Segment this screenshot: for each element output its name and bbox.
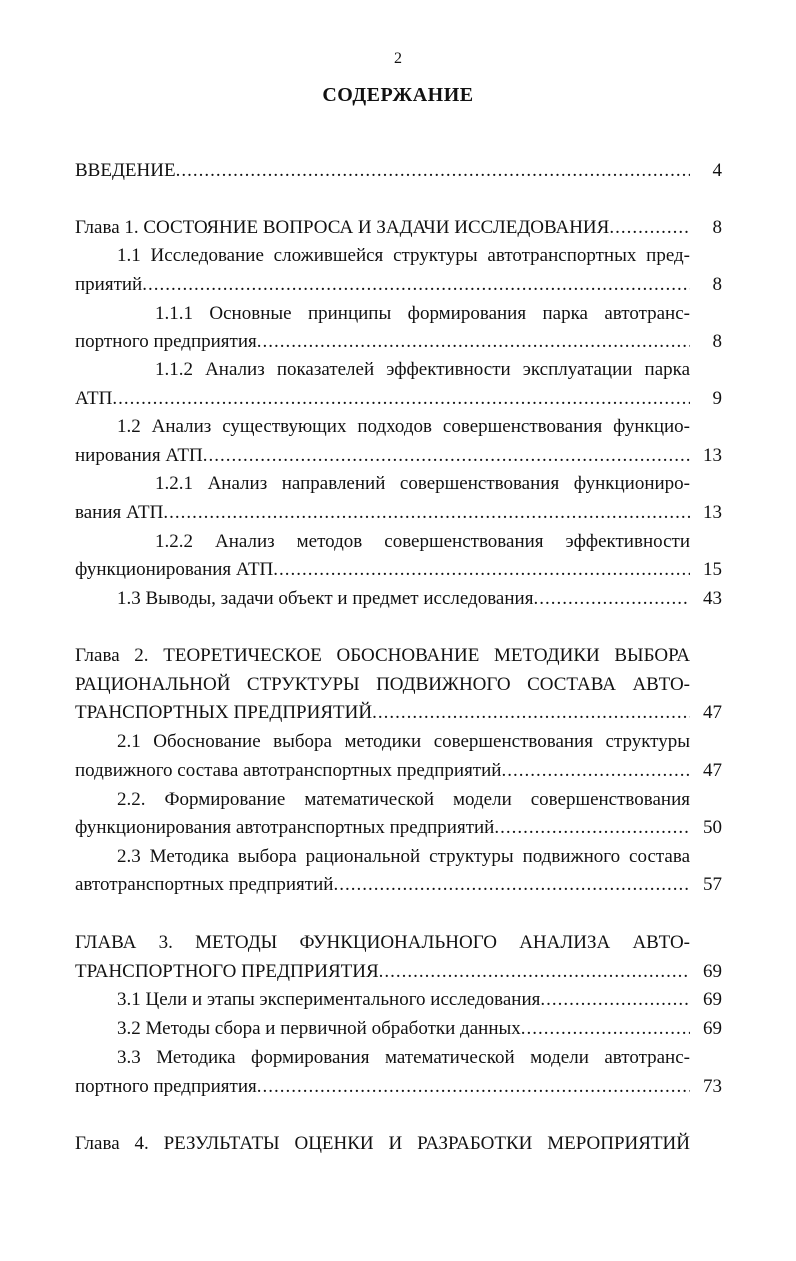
toc-page-number: 69 xyxy=(703,961,722,982)
toc-section-1-1-2-line2 xyxy=(75,386,690,412)
toc-chapter-4-line1: Глава 4. РЕЗУЛЬТАТЫ ОЦЕНКИ И РАЗРАБОТКИ МЕРОПРИЯТИЙ xyxy=(75,1133,690,1154)
toc-section-1-1-line2 xyxy=(75,272,690,298)
toc-section-2-3-line1: 2.3 Методика выбора рациональной структуры подвижного состава xyxy=(117,846,690,867)
toc-page-number: 50 xyxy=(703,817,722,838)
leader-dots xyxy=(142,272,690,298)
toc-page-number: 8 xyxy=(712,274,722,295)
leader-dots xyxy=(501,758,690,784)
toc-section-1-2-line2 xyxy=(75,443,690,469)
toc-chapter-2-line1: Глава 2. ТЕОРЕТИЧЕСКОЕ ОБОСНОВАНИЕ МЕТОДИКИ ВЫБОРА xyxy=(75,645,690,666)
toc-section-2-1-line2 xyxy=(75,758,690,784)
toc-section-3-3-line2 xyxy=(75,1074,690,1100)
leader-dots xyxy=(203,443,690,469)
leader-dots xyxy=(540,987,690,1013)
toc-chapter-3-line1: ГЛАВА 3. МЕТОДЫ ФУНКЦИОНАЛЬНОГО АНАЛИЗА АВТО- xyxy=(75,932,690,953)
leader-dots xyxy=(163,500,690,526)
toc-section-1-1-1-line1: 1.1.1 Основные принципы формирования парка автотранс- xyxy=(155,303,690,324)
toc-chapter-2-line2: РАЦИОНАЛЬНОЙ СТРУКТУРЫ ПОДВИЖНОГО СОСТАВА АВТО- xyxy=(75,674,690,695)
toc-page-number: 13 xyxy=(703,445,722,466)
toc-section-1-3 xyxy=(117,586,690,612)
toc-entry-text: Глава 1. СОСТОЯНИЕ ВОПРОСА И ЗАДАЧИ ИССЛЕДОВАНИЯ xyxy=(75,217,610,238)
toc-entry-text: вания АТП xyxy=(75,502,164,523)
leader-dots xyxy=(609,215,690,241)
toc-entry-text: портного предприятия xyxy=(75,331,257,352)
toc-page-number: 57 xyxy=(703,874,722,895)
toc-section-1-1-2-line1: 1.1.2 Анализ показателей эффективности эксплуатации парка xyxy=(155,359,690,380)
toc-section-1-1-1-line2 xyxy=(75,329,690,355)
toc-section-3-2 xyxy=(117,1016,690,1042)
toc-page-number: 8 xyxy=(712,217,722,238)
toc-section-1-1-line1: 1.1 Исследование сложившейся структуры автотранспортных пред- xyxy=(117,245,690,266)
toc-entry-text: ВВЕДЕНИЕ xyxy=(75,160,176,181)
toc-page-number: 15 xyxy=(703,559,722,580)
toc-entry-text: приятий xyxy=(75,274,143,295)
leader-dots xyxy=(257,1074,690,1100)
leader-dots xyxy=(494,815,690,841)
toc-entry-text: нирования АТП xyxy=(75,445,203,466)
toc-entry-text: функционирования автотранспортных предприятий xyxy=(75,817,495,838)
toc-entry-text: функционирования АТП xyxy=(75,559,274,580)
toc-entry-text: портного предприятия xyxy=(75,1076,257,1097)
page-number: 2 xyxy=(394,50,402,67)
toc-entry-text: 3.1 Цели и этапы экспериментального исследования xyxy=(117,989,541,1010)
toc-section-1-2-1-line1: 1.2.1 Анализ направлений совершенствования функциониро- xyxy=(155,473,690,494)
toc-entry-text: 1.3 Выводы, задачи объект и предмет исследования xyxy=(117,588,534,609)
toc-entry-text: ТРАНСПОРТНЫХ ПРЕДПРИЯТИЙ xyxy=(75,702,373,723)
leader-dots xyxy=(112,386,690,412)
leader-dots xyxy=(176,158,690,184)
leader-dots xyxy=(521,1016,690,1042)
leader-dots xyxy=(372,700,690,726)
toc-chapter-1 xyxy=(75,215,690,241)
toc-page-number: 69 xyxy=(703,989,722,1010)
toc-section-1-2-2-line1: 1.2.2 Анализ методов совершенствования эффективности xyxy=(155,531,690,552)
toc-page-number: 73 xyxy=(703,1076,722,1097)
toc-chapter-3-line2 xyxy=(75,959,690,985)
toc-entry-text: АТП xyxy=(75,388,113,409)
leader-dots xyxy=(333,872,690,898)
toc-entry-text: подвижного состава автотранспортных предприятий xyxy=(75,760,502,781)
toc-section-2-2-line2 xyxy=(75,815,690,841)
toc-page-number: 47 xyxy=(703,760,722,781)
toc-entry-text: автотранспортных предприятий xyxy=(75,874,334,895)
toc-section-3-3-line1: 3.3 Методика формирования математической модели автотранс- xyxy=(117,1047,690,1068)
leader-dots xyxy=(533,586,690,612)
toc-section-2-1-line1: 2.1 Обоснование выбора методики совершенствования структуры xyxy=(117,731,690,752)
toc-section-2-3-line2 xyxy=(75,872,690,898)
toc-section-2-2-line1: 2.2. Формирование математической модели совершенствования xyxy=(117,789,690,810)
toc-page-number: 43 xyxy=(703,588,722,609)
page-title: СОДЕРЖАНИЕ xyxy=(322,84,474,106)
toc-entry-text: 3.2 Методы сбора и первичной обработки данных xyxy=(117,1018,521,1039)
toc-section-3-1 xyxy=(117,987,690,1013)
leader-dots xyxy=(379,959,690,985)
toc-page-number: 8 xyxy=(712,331,722,352)
toc-section-1-2-1-line2 xyxy=(75,500,690,526)
toc-page-number: 4 xyxy=(712,160,722,181)
leader-dots xyxy=(273,557,690,583)
toc-page-number: 13 xyxy=(703,502,722,523)
toc-section-1-2-line1: 1.2 Анализ существующих подходов совершенствования функцио- xyxy=(117,416,690,437)
toc-section-1-2-2-line2 xyxy=(75,557,690,583)
toc-entry-intro xyxy=(75,158,690,184)
toc-page-number: 69 xyxy=(703,1018,722,1039)
toc-page-number: 9 xyxy=(712,388,722,409)
toc-chapter-2-line3 xyxy=(75,700,690,726)
toc-page-number: 47 xyxy=(703,702,722,723)
leader-dots xyxy=(257,329,690,355)
toc-entry-text: ТРАНСПОРТНОГО ПРЕДПРИЯТИЯ xyxy=(75,961,379,982)
